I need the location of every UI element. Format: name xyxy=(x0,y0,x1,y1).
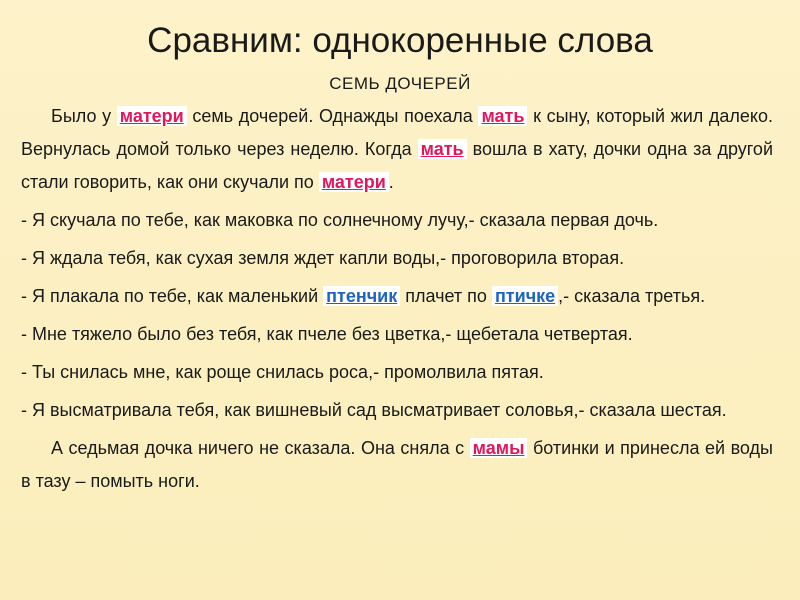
paragraph-4-text-1: - Я плакала по тебе, как маленький xyxy=(21,286,324,306)
paragraph-8-text-1: А седьмая дочка ничего не сказала. Она сняла с xyxy=(51,438,470,458)
highlighted-word-mat: мать xyxy=(478,106,527,126)
paragraph-5: - Мне тяжело было без тебя, как пчеле без цветка,- щебетала четвертая. xyxy=(21,324,633,344)
story-text xyxy=(21,100,773,503)
highlighted-word-materi: матери xyxy=(117,106,187,126)
highlighted-word-ptichke: птичке xyxy=(492,286,558,306)
paragraph-2: - Я скучала по тебе, как маковка по солнечному лучу,- сказала первая дочь. xyxy=(21,210,659,230)
paragraph-3: - Я ждала тебя, как сухая земля ждет капли воды,- проговорила вторая. xyxy=(21,248,625,268)
highlighted-word-ptenchik: птенчик xyxy=(323,286,400,306)
paragraph-1 xyxy=(21,100,773,199)
paragraph-8 xyxy=(21,432,773,498)
paragraph-4-text-3: ,- сказала третья. xyxy=(558,286,706,306)
paragraph-1-text-2: семь дочерей. Однажды поехала xyxy=(186,106,479,126)
paragraph-4 xyxy=(21,280,773,313)
paragraph-1-text-5: . xyxy=(388,172,394,192)
paragraph-7: - Я высматривала тебя, как вишневый сад высматривает соловья,- сказала шестая. xyxy=(21,400,727,420)
highlighted-word-mamy: мамы xyxy=(470,438,528,458)
paragraph-1-text-4: вошла в хату, дочки одна за другой стали говорить, как они скучали по xyxy=(21,139,774,192)
paragraph-1-text-1: Было у xyxy=(51,106,117,126)
paragraph-8-text-2: ботинки и принесла ей воды в тазу – помыть ноги. xyxy=(21,438,773,491)
highlighted-word-mat-2: мать xyxy=(418,139,467,159)
paragraph-4-text-2: плачет по xyxy=(400,286,492,306)
slide-title: Сравним: однокоренные слова xyxy=(147,21,653,60)
paragraph-1-text-3: к сыну, который жил далеко. Вернулась домой только через неделю. Когда xyxy=(21,106,774,159)
paragraph-6: - Ты снилась мне, как роще снилась роса,- промолвила пятая. xyxy=(21,362,544,382)
highlighted-word-materi-2: матери xyxy=(319,172,389,192)
story-title: СЕМЬ ДОЧЕРЕЙ xyxy=(329,74,471,93)
